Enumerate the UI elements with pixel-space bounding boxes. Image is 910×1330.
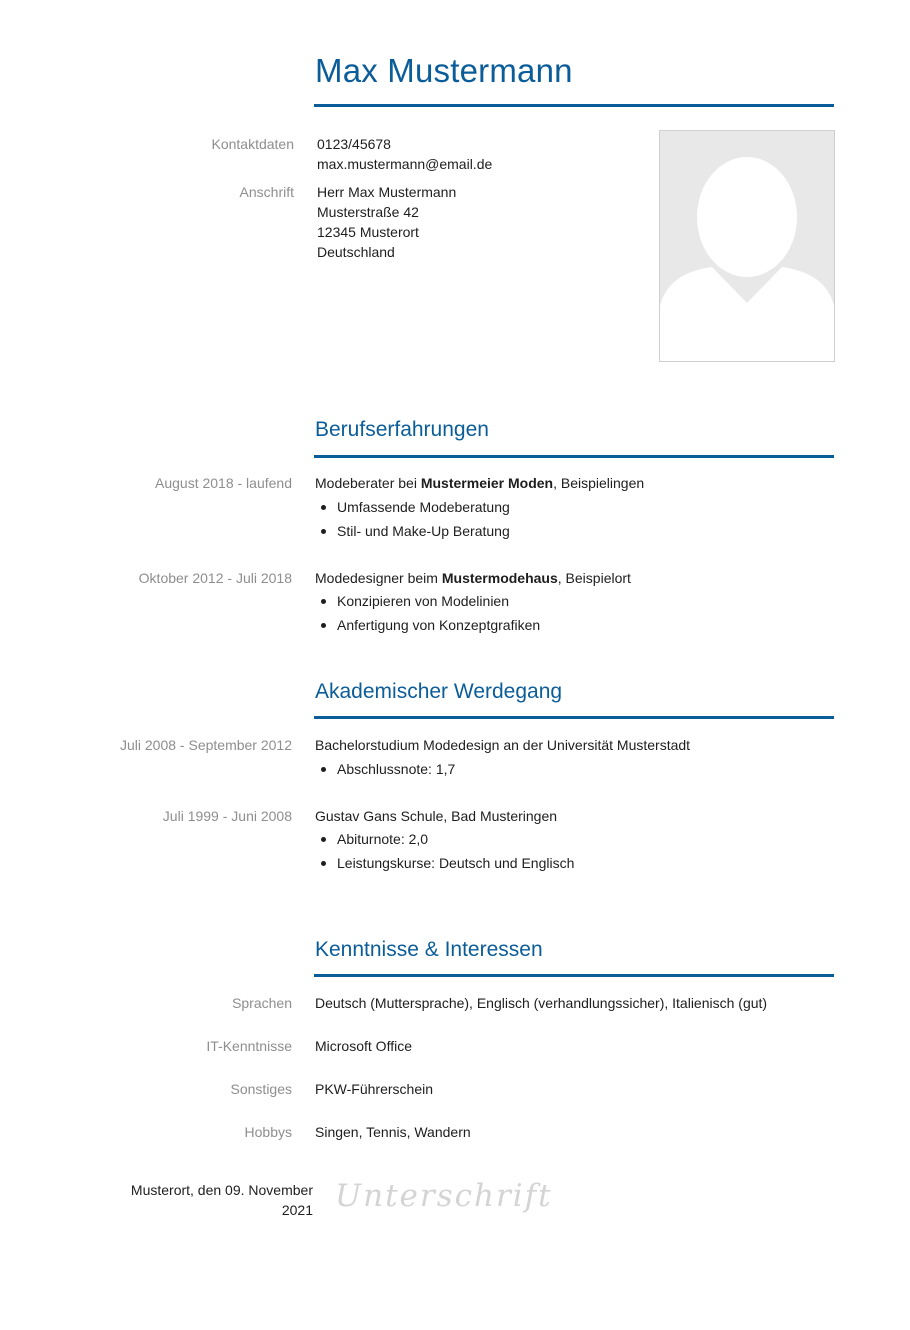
address-label: Anschrift <box>239 184 294 200</box>
contact-email: max.mustermann@email.de <box>317 156 493 172</box>
list-item: Abiturnote: 2,0 <box>315 827 574 851</box>
experience-place-1: , Beispielingen <box>553 475 645 491</box>
experience-place-2: , Beispielort <box>557 570 631 586</box>
section-title-experience: Berufserfahrungen <box>315 418 489 441</box>
education-bullets-2 <box>315 827 574 875</box>
cv-name: Max Mustermann <box>315 52 573 89</box>
list-item: Konzipieren von Modelinien <box>315 589 540 613</box>
skills-label-hobbies: Hobbys <box>244 1124 292 1140</box>
contact-label: Kontaktdaten <box>211 136 294 152</box>
experience-date-2: Oktober 2012 - Juli 2018 <box>138 570 292 586</box>
skills-label-it: IT-Kenntnisse <box>206 1038 292 1054</box>
experience-company-2: Mustermodehaus <box>441 570 558 586</box>
address-line-4: Deutschland <box>317 244 395 260</box>
experience-date-1: August 2018 - laufend <box>155 475 292 491</box>
section-rule-experience <box>314 455 834 458</box>
section-title-education: Akademischer Werdegang <box>315 680 563 703</box>
experience-company-1: Mustermeier Moden <box>420 475 554 491</box>
list-item: Umfassende Modeberatung <box>315 495 510 519</box>
list-item: Leistungskurse: Deutsch und Englisch <box>315 851 574 875</box>
list-item: Stil- und Make-Up Beratung <box>315 519 510 543</box>
place-date-line-2: 2021 <box>281 1202 313 1218</box>
place-date <box>93 1180 313 1220</box>
signature: Unterschrift <box>335 1178 553 1214</box>
skills-value-languages: Deutsch (Muttersprache), Englisch (verhandlungssicher), Italienisch (gut) <box>315 995 768 1011</box>
skills-label-languages: Sprachen <box>232 995 292 1011</box>
experience-entry-1 <box>315 473 644 493</box>
section-title-skills: Kenntnisse & Interessen <box>315 938 543 961</box>
address-line-2: Musterstraße 42 <box>317 204 419 220</box>
section-rule-education <box>314 716 834 719</box>
experience-role-2: Modedesigner beim <box>315 570 442 586</box>
experience-bullets-2 <box>315 589 540 637</box>
contact-phone: 0123/45678 <box>317 136 391 152</box>
education-entry-1: Bachelorstudium Modedesign an der Universität Musterstadt <box>315 737 691 753</box>
education-entry-2: Gustav Gans Schule, Bad Musteringen <box>315 808 558 824</box>
person-placeholder-icon <box>660 131 834 361</box>
experience-entry-2 <box>315 568 631 588</box>
experience-bullets-1 <box>315 495 510 543</box>
skills-value-it: Microsoft Office <box>315 1038 412 1054</box>
experience-role-1: Modeberater bei <box>315 475 421 491</box>
address-line-1: Herr Max Mustermann <box>317 184 457 200</box>
skills-value-other: PKW-Führerschein <box>315 1081 434 1097</box>
list-item: Anfertigung von Konzeptgrafiken <box>315 613 540 637</box>
list-item: Abschlussnote: 1,7 <box>315 757 455 781</box>
education-bullets-1 <box>315 757 455 781</box>
header-rule <box>314 104 834 107</box>
skills-value-hobbies: Singen, Tennis, Wandern <box>315 1124 471 1140</box>
profile-photo <box>659 130 835 362</box>
skills-label-other: Sonstiges <box>230 1081 292 1097</box>
place-date-line-1: Musterort, den 09. November <box>130 1182 313 1198</box>
education-date-1: Juli 2008 - September 2012 <box>120 737 292 753</box>
section-rule-skills <box>314 974 834 977</box>
address-line-3: 12345 Musterort <box>317 224 419 240</box>
education-date-2: Juli 1999 - Juni 2008 <box>162 808 292 824</box>
